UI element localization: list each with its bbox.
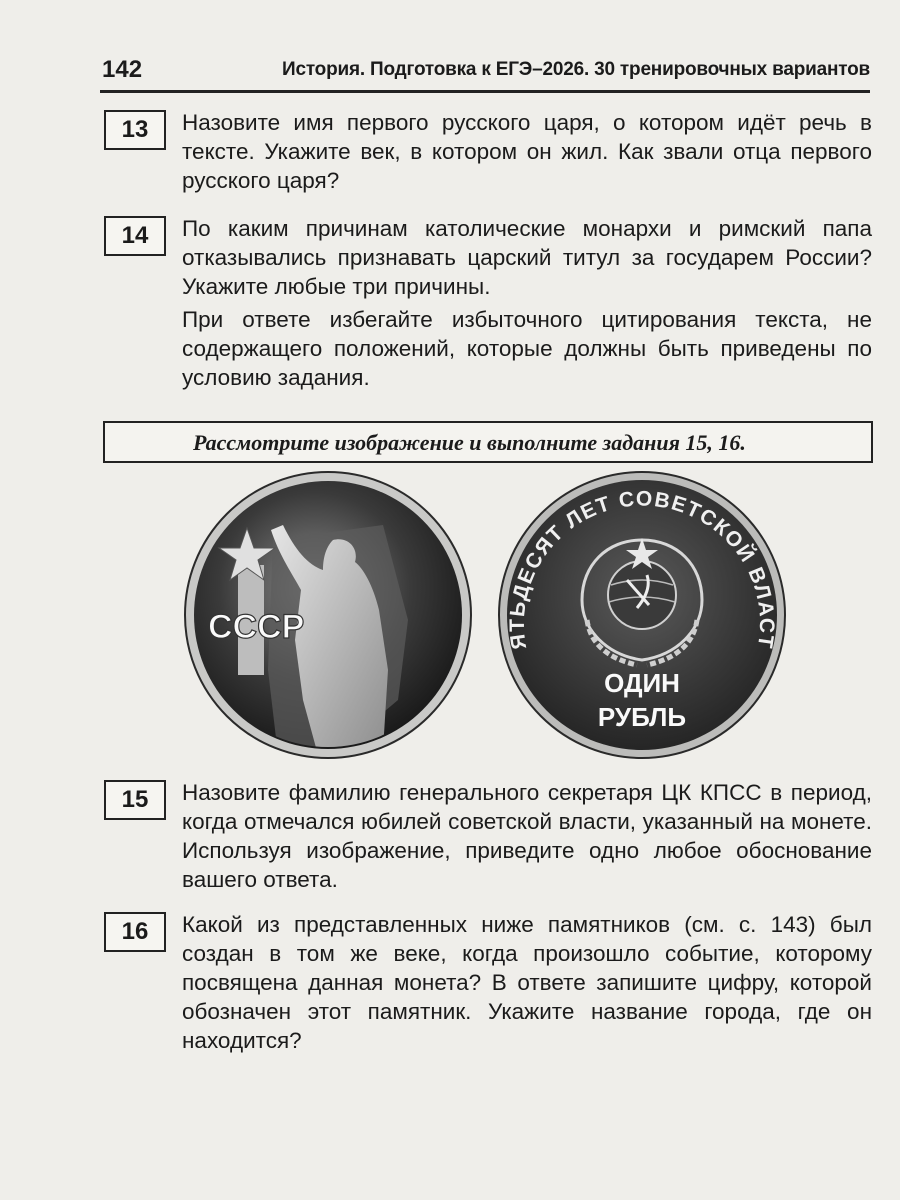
task-text [182,214,872,392]
task-text [182,778,872,894]
instruction-box [103,421,873,463]
coin-denomination-line1: ОДИН [604,668,680,698]
task-number-box: 14 [104,216,166,256]
page-header [100,50,870,93]
task-number-box: 15 [104,780,166,820]
coin-reverse-image [487,470,797,764]
coin-denomination-line2: РУБЛЬ [597,702,687,732]
task-paragraph: По каким причинам католические монархи и римский папа отказывались признавать царский титул за государем России? Укажите любые три причины. [182,216,872,299]
running-title: История. Подготовка к ЕГЭ–2026. 30 тренировочных вариантов [282,59,870,80]
task-paragraph: Назовите имя первого русского царя, о котором идёт речь в тексте. Укажите век, в котором он жил. Как звали отца первого русского царя? [182,110,872,193]
task-text [182,108,872,195]
task-number-box: 13 [104,110,166,150]
task-number-box: 16 [104,912,166,952]
coin-obverse-text: СССР [208,608,305,646]
task-paragraph: Какой из представленных ниже памятников (см. с. 143) был создан в том же веке, когда произошло событие, которому посвящена данная монета? В ответе запишите цифру, которой обозначен этот памятник. Укажите название города, где он находится? [182,912,872,1053]
task-text [182,910,872,1055]
coin-obverse-image [183,470,473,764]
task-note: При ответе избегайте избыточного цитирования текста, не содержащего положений, которые должны быть приведены по условию задания. [182,307,872,390]
task-paragraph: Назовите фамилию генерального секретаря ЦК КПСС в период, когда отмечался юбилей советской власти, указанный на монете. Используя изображение, приведите одно любое обоснование вашего ответа. [182,780,872,892]
instruction-text: Рассмотрите изображение и выполните задания 15, 16. [193,430,746,455]
coin-ring-text: ЯТЬДЕСЯТ ЛЕТ СОВЕТСКОЙ ВЛАСТ [505,487,779,651]
page-number: 142 [102,56,143,83]
